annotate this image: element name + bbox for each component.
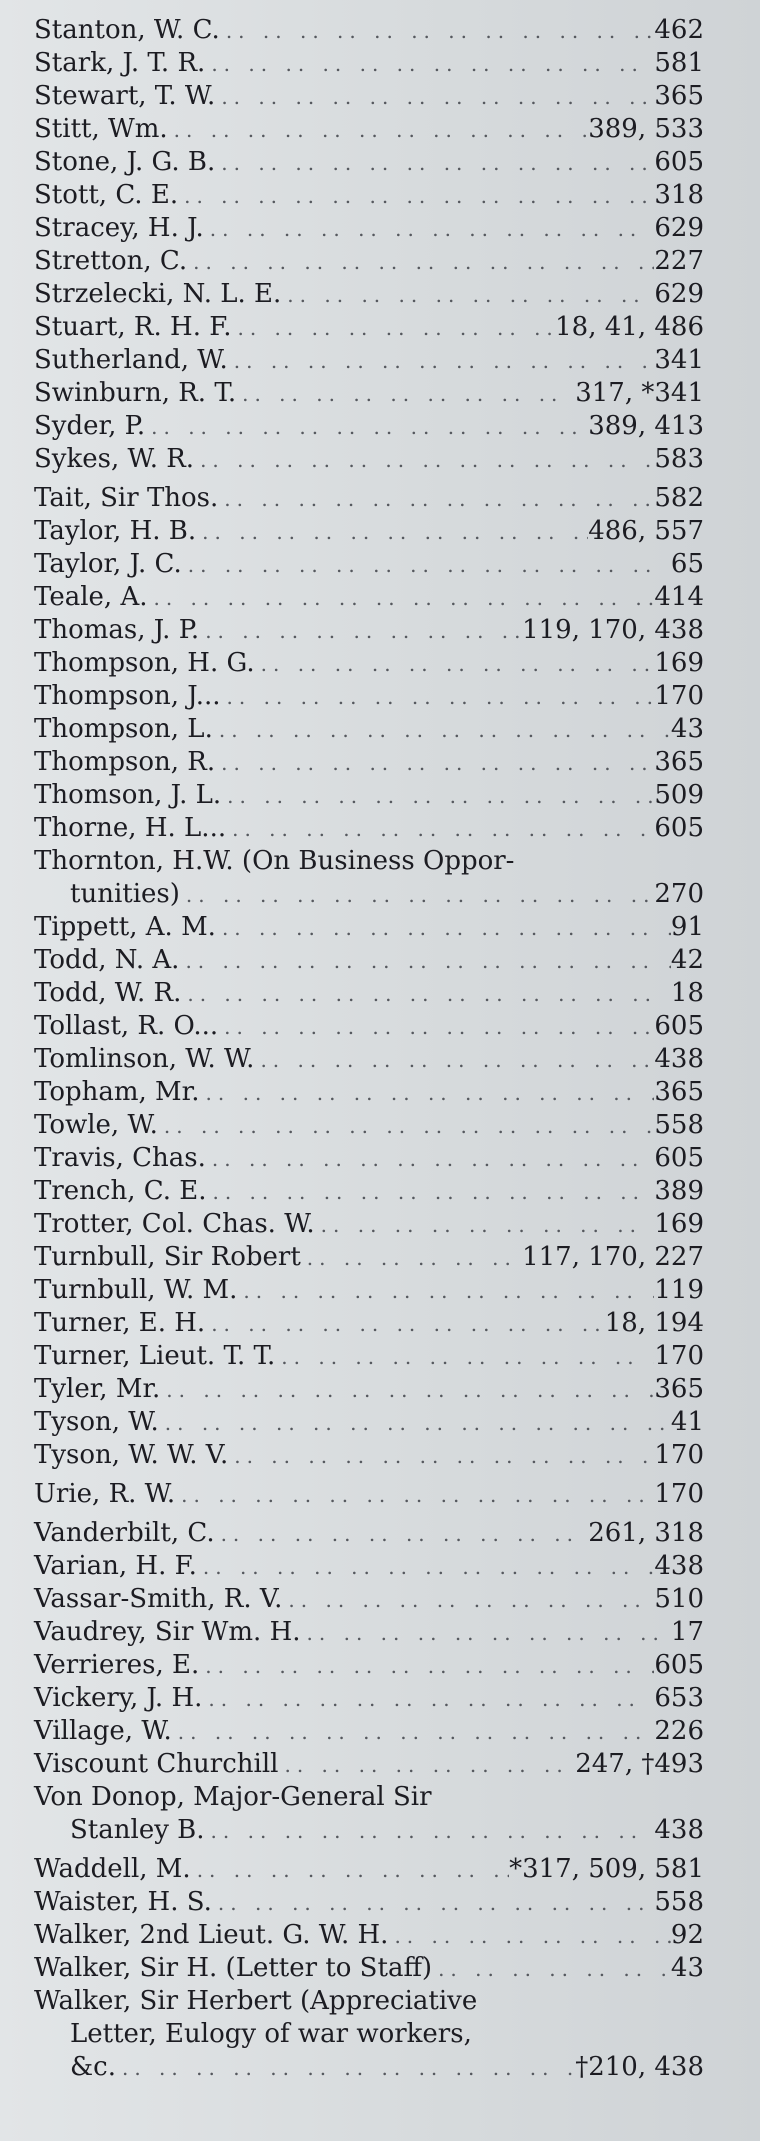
entry-pages: 582 — [654, 483, 704, 513]
entry-name: Thomas, J. P. — [34, 615, 200, 645]
index-entry — [34, 1853, 704, 1886]
leader-dots — [282, 1584, 654, 1617]
leader-dots — [275, 1341, 654, 1374]
index-entry — [34, 1550, 704, 1583]
entry-name: Tippett, A. M. — [34, 912, 216, 942]
leader-dots — [254, 1044, 654, 1077]
index-entry — [34, 911, 704, 944]
entry-pages: 169 — [654, 648, 704, 678]
entry-name: Stanton, W. C. — [34, 15, 220, 45]
entry-name: Trench, C. E. — [34, 1176, 207, 1206]
index-entry — [34, 1142, 704, 1175]
entry-name: Swinburn, R. T. — [34, 378, 237, 408]
index-entry — [34, 647, 704, 680]
index-entry — [34, 1010, 704, 1043]
entry-name: Tyson, W. — [34, 1407, 159, 1437]
entry-name: Village, W. — [34, 1716, 172, 1746]
index-entry — [34, 515, 704, 548]
entry-name: Vassar-Smith, R. V. — [34, 1584, 283, 1614]
leader-dots — [215, 147, 654, 180]
index-entry — [34, 944, 704, 977]
entry-pages: 605 — [654, 1143, 704, 1173]
entry-name: Walker, Sir H. (Letter to Staff) — [34, 1953, 433, 1983]
index-entry — [34, 1208, 704, 1241]
entry-name: Waister, H. S. — [34, 1887, 212, 1917]
entry-pages: 581 — [654, 48, 704, 78]
index-entry — [34, 1076, 704, 1109]
leader-dots — [301, 1617, 671, 1650]
entry-name: Vaudrey, Sir Wm. H. — [34, 1617, 301, 1647]
entry-pages: 558 — [654, 1887, 704, 1917]
entry-name-part: Sir — [392, 1782, 432, 1812]
leader-dots — [315, 1209, 655, 1242]
entry-name: Waddell, M. — [34, 1854, 191, 1884]
index-entry — [34, 212, 704, 245]
entry-pages: 629 — [654, 213, 704, 243]
index-entry — [34, 1340, 704, 1373]
entry-pages: 169 — [654, 1209, 704, 1239]
leader-dots — [178, 180, 654, 213]
entry-pages: 170 — [654, 1341, 704, 1371]
leader-dots — [231, 312, 555, 345]
leader-dots — [206, 1143, 654, 1176]
entry-name: Vickery, J. H. — [34, 1683, 203, 1713]
index-entry — [34, 47, 704, 80]
entry-pages: 462 — [654, 15, 704, 45]
index-entry — [34, 1439, 704, 1472]
leader-dots — [116, 2052, 575, 2085]
index-entry — [34, 113, 704, 146]
index-entry — [34, 1175, 704, 1208]
entry-name: Todd, W. R. — [34, 978, 182, 1008]
leader-dots — [215, 1518, 589, 1551]
entry-name: Walker, Sir Herbert (Appreciative — [34, 1986, 478, 2016]
index-entry — [34, 1406, 704, 1439]
entry-name: Stretton, C. — [34, 246, 188, 276]
entry-name: Stark, J. T. R. — [34, 48, 206, 78]
entry-pages: 18 — [670, 978, 704, 1008]
entry-pages: 226 — [654, 1716, 704, 1746]
index-entry-thornton — [34, 845, 704, 911]
leader-dots — [196, 516, 588, 549]
index-entry — [34, 548, 704, 581]
entry-name: Urie, R. W. — [34, 1479, 176, 1509]
entry-pages: 486, 557 — [588, 516, 704, 546]
leader-dots — [179, 945, 670, 978]
index-entry — [34, 245, 704, 278]
leader-dots — [147, 582, 654, 615]
index-entry — [34, 1952, 704, 1985]
entry-pages: 653 — [654, 1683, 704, 1713]
leader-dots — [301, 1242, 522, 1275]
index-entry — [34, 1682, 704, 1715]
index-entry — [34, 80, 704, 113]
entry-pages: 389, 533 — [588, 114, 704, 144]
entry-name-continued: Stanley B. — [70, 1815, 205, 1845]
entry-name: Turner, E. H. — [34, 1308, 206, 1338]
entry-pages: †210, 438 — [575, 2052, 704, 2082]
leader-dots — [205, 1815, 655, 1848]
entry-name-part: Von Donop, — [34, 1782, 185, 1812]
leader-dots — [221, 681, 655, 714]
leader-dots — [158, 1110, 654, 1143]
entry-pages: 605 — [654, 813, 704, 843]
entry-name: Thornton, H.W. (On Business Oppor- — [34, 846, 515, 876]
entry-name: Sykes, W. R. — [34, 444, 195, 474]
index-entry — [34, 581, 704, 614]
entry-pages: 509 — [654, 780, 704, 810]
index-entry — [34, 311, 704, 344]
entry-pages: 341 — [654, 345, 704, 375]
entry-pages: *317, 509, 581 — [509, 1854, 704, 1884]
index-entry — [34, 977, 704, 1010]
entry-pages: 170 — [654, 681, 704, 711]
index-entry — [34, 746, 704, 779]
leader-dots — [388, 1920, 670, 1953]
entry-pages: 438 — [654, 1551, 704, 1581]
leader-dots — [206, 1176, 654, 1209]
leader-dots — [432, 1953, 671, 1986]
entry-name: Thompson, L. — [34, 714, 213, 744]
index-entry — [34, 278, 704, 311]
entry-pages: 92 — [670, 1920, 704, 1950]
index-entry — [34, 1748, 704, 1781]
index-entry — [34, 614, 704, 647]
leader-dots — [213, 714, 671, 747]
index-entry — [34, 377, 704, 410]
leader-dots — [145, 411, 588, 444]
leader-dots — [228, 345, 655, 378]
leader-dots — [168, 114, 589, 147]
leader-dots — [202, 1683, 654, 1716]
index-entry — [34, 1241, 704, 1274]
entry-name: Strzelecki, N. L. E. — [34, 279, 282, 309]
entry-pages: 119 — [654, 1275, 704, 1305]
entry-pages: 91 — [670, 912, 704, 942]
entry-pages: 42 — [670, 945, 704, 975]
entry-name: Stone, J. G. B. — [34, 147, 216, 177]
entry-pages: 227 — [654, 246, 704, 276]
leader-dots — [255, 648, 655, 681]
entry-name: Stitt, Wm. — [34, 114, 168, 144]
entry-pages: 558 — [654, 1110, 704, 1140]
entry-name: Turnbull, W. M. — [34, 1275, 238, 1305]
index-list-w — [34, 1853, 704, 1985]
entry-name: Towle, W. — [34, 1110, 158, 1140]
entry-pages: 18, 194 — [604, 1308, 704, 1338]
index-entry — [34, 1043, 704, 1076]
leader-dots — [191, 1854, 509, 1887]
entry-pages: 389 — [654, 1176, 704, 1206]
entry-name: Taylor, J. C. — [34, 549, 182, 579]
leader-dots — [204, 213, 655, 246]
index-list-t-v — [34, 911, 704, 1781]
index-entry-walker-herbert — [34, 1985, 704, 2084]
entry-name: Tait, Sir Thos. — [34, 483, 219, 513]
leader-dots — [237, 1275, 654, 1308]
entry-name-continued: Letter, Eulogy of war workers, — [70, 2019, 472, 2049]
leader-dots — [200, 1077, 655, 1110]
entry-pages: 605 — [654, 147, 704, 177]
entry-pages: 43 — [670, 1953, 704, 1983]
index-list-s-t — [34, 14, 704, 845]
entry-pages: 583 — [654, 444, 704, 474]
leader-dots — [205, 48, 654, 81]
entry-name: Vanderbilt, C. — [34, 1518, 215, 1548]
index-entry — [34, 779, 704, 812]
index-entry-von-donop — [34, 1781, 704, 1847]
entry-pages: 317, *341 — [575, 378, 704, 408]
leader-dots — [181, 978, 671, 1011]
leader-dots — [228, 1440, 654, 1473]
entry-name: Travis, Chas. — [34, 1143, 206, 1173]
entry-name: Thomson, J. L. — [34, 780, 222, 810]
entry-pages: 65 — [670, 549, 704, 579]
entry-pages: 510 — [654, 1584, 704, 1614]
entry-pages: 43 — [670, 714, 704, 744]
index-entry — [34, 1373, 704, 1406]
leader-dots — [236, 378, 575, 411]
entry-name: Stewart, T. W. — [34, 81, 216, 111]
entry-pages: 605 — [654, 1650, 704, 1680]
entry-name: Stuart, R. H. F. — [34, 312, 232, 342]
leader-dots — [197, 1551, 654, 1584]
entry-pages: 261, 318 — [588, 1518, 704, 1548]
leader-dots — [187, 246, 654, 279]
entry-pages: 170 — [654, 1479, 704, 1509]
entry-name: Thorne, H. L... — [34, 813, 227, 843]
index-entry — [34, 1649, 704, 1682]
entry-name-continued: &c. — [70, 2052, 116, 2082]
entry-pages: 365 — [654, 1374, 704, 1404]
leader-dots — [218, 1011, 654, 1044]
entry-pages: 414 — [654, 582, 704, 612]
entry-pages: 365 — [654, 1077, 704, 1107]
entry-pages: 438 — [654, 1815, 704, 1845]
leader-dots — [175, 1479, 654, 1512]
entry-pages: 629 — [654, 279, 704, 309]
index-entry — [34, 344, 704, 377]
leader-dots — [278, 1749, 575, 1782]
index-entry — [34, 1583, 704, 1616]
entry-name: Topham, Mr. — [34, 1077, 200, 1107]
index-entry — [34, 1886, 704, 1919]
entry-name: Tyler, Mr. — [34, 1374, 161, 1404]
leader-dots — [212, 1887, 654, 1920]
entry-name: Varian, H. F. — [34, 1551, 197, 1581]
entry-name: Thompson, R. — [34, 747, 216, 777]
index-entry — [34, 1715, 704, 1748]
leader-dots — [215, 81, 654, 114]
leader-dots — [199, 615, 522, 648]
entry-pages: 365 — [654, 81, 704, 111]
leader-dots — [218, 483, 654, 516]
entry-name: Stott, C. E. — [34, 180, 179, 210]
entry-name: Viscount Churchill — [34, 1749, 279, 1779]
entry-name: Stracey, H. J. — [34, 213, 204, 243]
entry-name: Turnbull, Sir Robert — [34, 1242, 301, 1272]
index-entry — [34, 1616, 704, 1649]
leader-dots — [216, 912, 671, 945]
index-entry — [34, 14, 704, 47]
entry-pages: 270 — [654, 879, 704, 909]
leader-dots — [159, 1407, 671, 1440]
leader-dots — [281, 279, 654, 312]
index-entry — [34, 443, 704, 476]
entry-name: Tomlinson, W. W. — [34, 1044, 255, 1074]
entry-pages: 605 — [654, 1011, 704, 1041]
entry-name: Taylor, H. B. — [34, 516, 197, 546]
entry-name: Turner, Lieut. T. T. — [34, 1341, 276, 1371]
entry-name: Tollast, R. O... — [34, 1011, 219, 1041]
leader-dots — [160, 1374, 654, 1407]
leader-dots — [215, 747, 654, 780]
index-entry — [34, 1274, 704, 1307]
index-entry — [34, 1919, 704, 1952]
entry-name-continued: tunities) — [70, 879, 180, 909]
entry-pages: 17 — [670, 1617, 704, 1647]
index-entry — [34, 146, 704, 179]
index-entry — [34, 179, 704, 212]
index-entry — [34, 1307, 704, 1340]
leader-dots — [172, 1716, 655, 1749]
index-entry — [34, 1478, 704, 1511]
leader-dots — [199, 1650, 654, 1683]
entry-name: Thompson, J... — [34, 681, 221, 711]
entry-name: Tyson, W. W. V. — [34, 1440, 229, 1470]
entry-name: Thompson, H. G. — [34, 648, 255, 678]
entry-name: Teale, A. — [34, 582, 148, 612]
entry-pages: 318 — [654, 180, 704, 210]
index-entry — [34, 410, 704, 443]
entry-pages: 117, 170, 227 — [522, 1242, 704, 1272]
entry-name: Sutherland, W. — [34, 345, 228, 375]
index-entry — [34, 713, 704, 746]
entry-name: Trotter, Col. Chas. W. — [34, 1209, 315, 1239]
entry-name-part: Major-General — [193, 1782, 385, 1812]
index-entry — [34, 812, 704, 845]
leader-dots — [226, 813, 654, 846]
index-entry — [34, 1517, 704, 1550]
entry-name: Verrieres, E. — [34, 1650, 200, 1680]
entry-pages: 170 — [654, 1440, 704, 1470]
entry-pages: 119, 170, 438 — [522, 615, 704, 645]
entry-pages: 41 — [670, 1407, 704, 1437]
leader-dots — [221, 780, 654, 813]
index-entry — [34, 1109, 704, 1142]
leader-dots — [180, 879, 654, 912]
entry-pages: 18, 41, 486 — [555, 312, 704, 342]
entry-pages: 438 — [654, 1044, 704, 1074]
entry-pages: 389, 413 — [588, 411, 704, 441]
index-entry — [34, 680, 704, 713]
entry-name: Todd, N. A. — [34, 945, 180, 975]
leader-dots — [220, 15, 655, 48]
entry-pages: 365 — [654, 747, 704, 777]
entry-pages: 247, †493 — [575, 1749, 704, 1779]
leader-dots — [182, 549, 671, 582]
entry-name: Syder, P. — [34, 411, 146, 441]
leader-dots — [205, 1308, 605, 1341]
entry-name: Walker, 2nd Lieut. G. W. H. — [34, 1920, 389, 1950]
leader-dots — [194, 444, 654, 477]
index-entry — [34, 482, 704, 515]
